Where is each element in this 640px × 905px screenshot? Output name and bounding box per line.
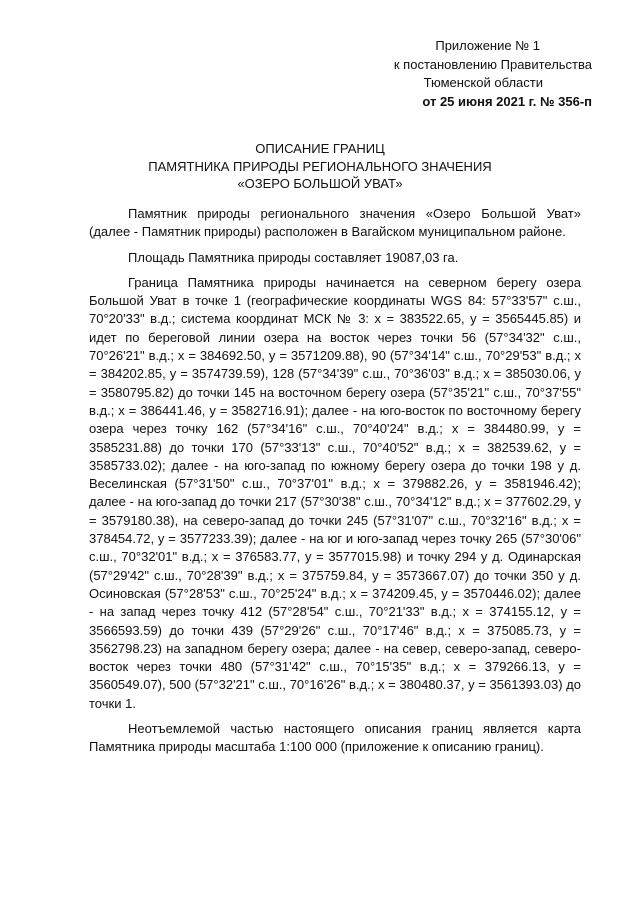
appendix-date-number: от 25 июня 2021 г. № 356-п — [422, 93, 592, 109]
paragraph-area: Площадь Памятника природы составляет 19087,03 га. — [128, 249, 459, 265]
title-line-3: «ОЗЕРО БОЛЬШОЙ УВАТ» — [237, 176, 403, 191]
paragraph-boundary: Граница Памятника природы начинается на северном берегу озера Большой Уват в точке 1 (географические координаты WGS 84: 57°33'57" с.ш., 70°20'33" в.д.; система координат МСК № 3: x = 383522.65, y = 3565445.85) и идет по береговой линии озера на восток через точки 56 (57°34'32" с.ш., 70°26'21" в.д.; x = 384692.50, y = 3571209.88), 90 (57°34'14" с.ш., 70°29'53" в.д.; x = 384202.85, y = 3574739.59), 128 (57°34'39" с.ш., 70°36'03" в.д.; x = 385030.06, y = 3580795.82) до точки 145 на восточном берегу озера (57°35'21" с.ш., 70°37'55" в.д.; x = 386441.46, y = 3582716.91); далее - на юго-восток по восточному берегу озера через точку 162 (57°34'16" с.ш., 70°40'24" в.д.; x = 384480.99, y = 3585231.88) до точки 170 (57°33'13" с.ш., 70°40'52" в.д.; x = 382539.62, y = 3585733.02); далее - на юго-запад по южному берегу озера до точки 198 у д. Веселинская (57°31'50" с.ш., 70°37'01" в.д.; x = 379882.26, y = 3581946.42); далее - на юго-запад до точки 217 (57°30'38" с.ш., 70°34'12" в.д.; x = 377602.29, y = 3579180.38), на северо-запад до точки 245 (57°31'07" с.ш., 70°32'16" в.д.; x = 378454.72, y = 3577233.39); далее - на юг и юго-запад через точку 265 (57°30'06" с.ш., 70°32'01" в.д.; x = 376583.77, y = 3577015.98) и точку 294 у д. Одинарская (57°29'42" с.ш., 70°28'39" в.д.; x = 375759.84, y = 3573667.07) до точки 350 у д. Осиновская (57°28'53" с.ш., 70°25'24" в.д.; x = 374209.45, y = 3570446.02); далее - на запад через точку 412 (57°28'54" с.ш., 70°21'33" в.д.; x = 374155.12, y = 3566593.59) до точки 439 (57°29'26" с.ш., 70°17'46" в.д.; x = 375085.73, y = 3562798.23) на западном берегу озера; далее - на север, северо-запад, северо-восток через точки 480 (57°31'42" с.ш., 70°15'35" в.д.; x = 379266.13, y = 3560549.07), 500 (57°32'21" с.ш., 70°16'26" в.д.; x = 380480.37, y = 3561393.03) до точки 1. — [89, 274, 581, 711]
paragraph-map-reference: Неотъемлемой частью настоящего описания границ является карта Памятника природы масштаба 1:100 000 (приложение к описанию границ). — [89, 721, 581, 755]
appendix-number: Приложение № 1 — [435, 38, 540, 53]
paragraph-location: Памятник природы регионального значения «Озеро Большой Уват» (далее - Памятник природы) расположен в Вагайском муниципальном районе. — [89, 206, 581, 240]
appendix-region: Тюменской области — [423, 75, 543, 90]
document-body — [89, 205, 581, 764]
appendix-header — [292, 37, 592, 111]
document-title — [60, 140, 580, 193]
title-line-1: ОПИСАНИЕ ГРАНИЦ — [255, 141, 385, 156]
appendix-reference: к постановлению Правительства — [393, 56, 592, 72]
title-line-2: ПАМЯТНИКА ПРИРОДЫ РЕГИОНАЛЬНОГО ЗНАЧЕНИЯ — [148, 158, 492, 174]
